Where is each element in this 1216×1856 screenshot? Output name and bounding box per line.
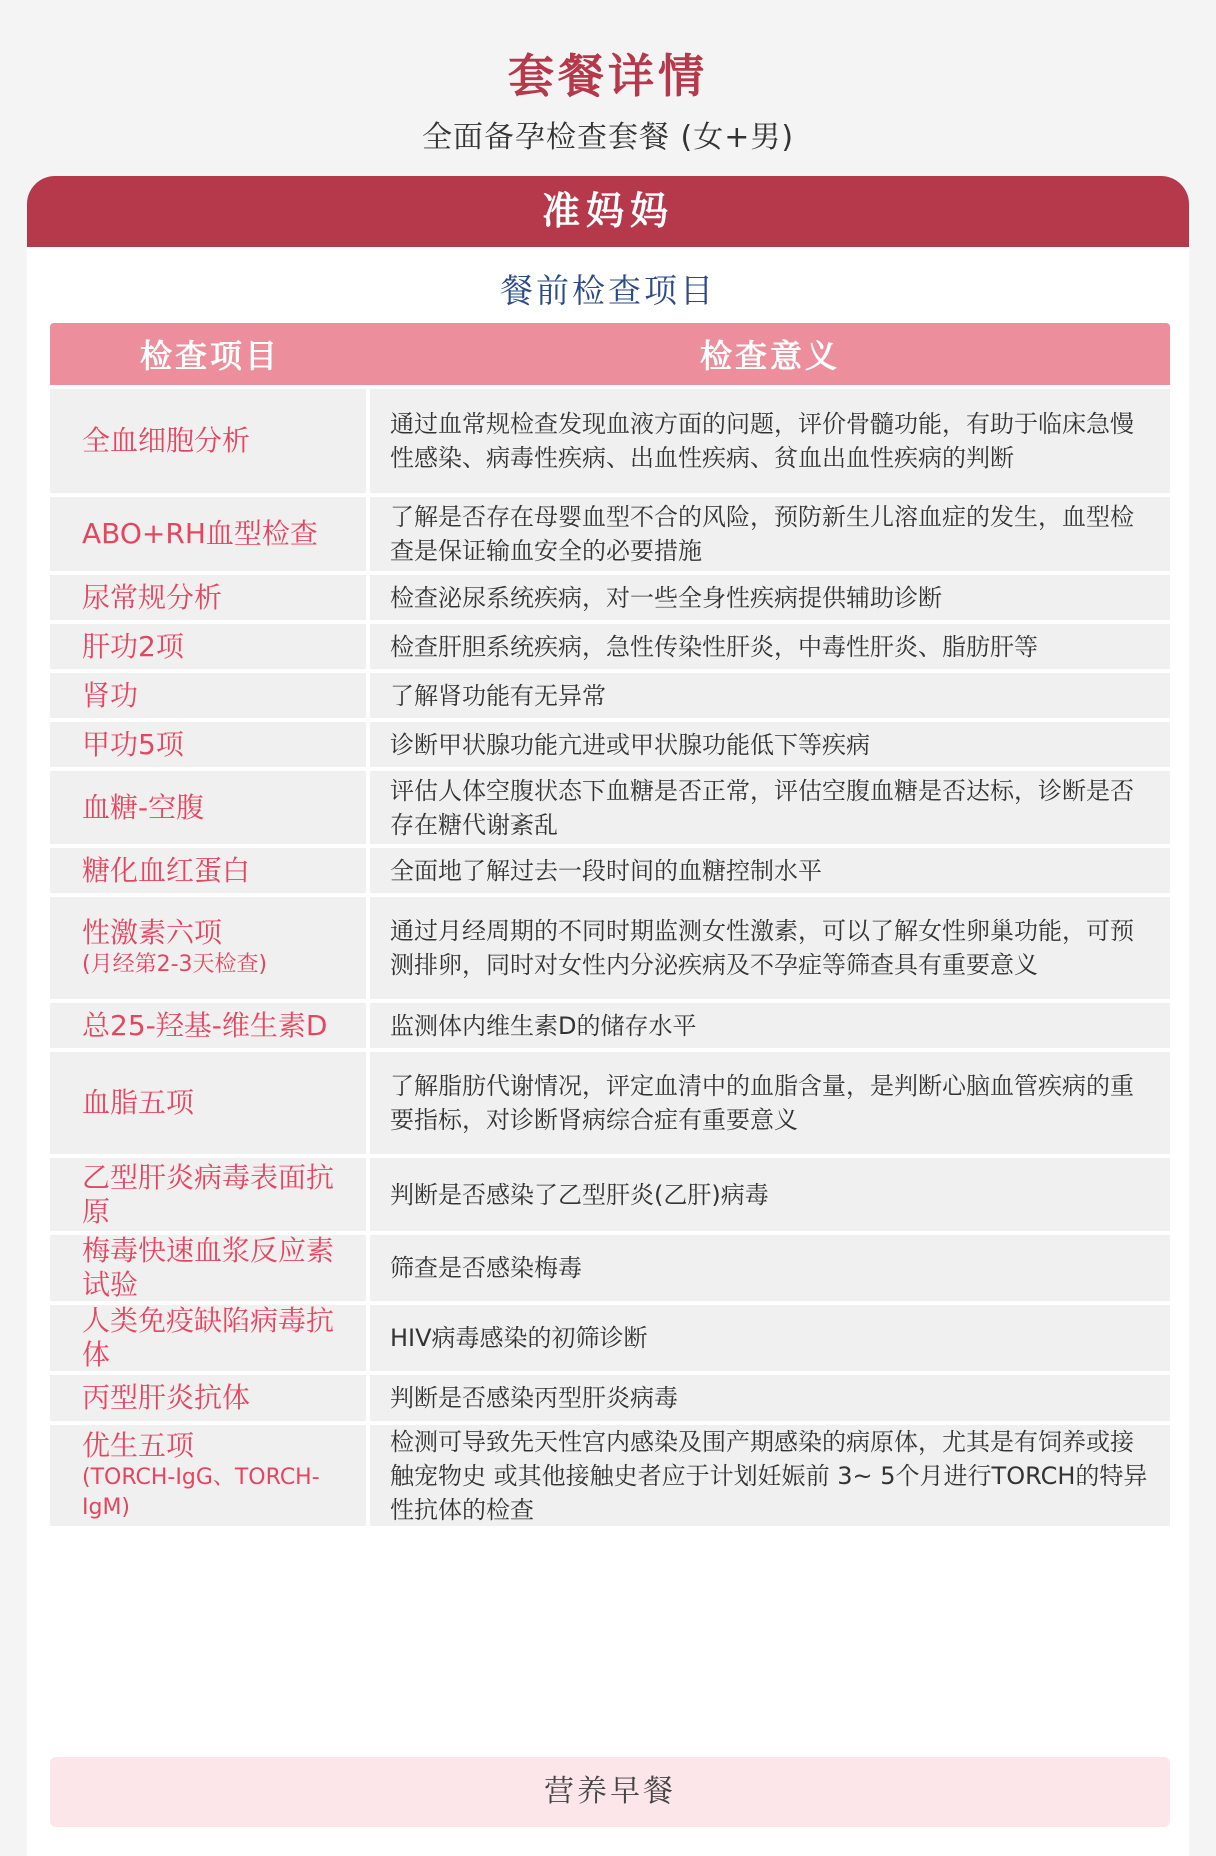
table-row: [50, 1425, 1170, 1526]
exam-meaning-cell: [370, 897, 1170, 999]
exam-meaning-cell: [370, 673, 1170, 718]
exam-item-name: 肝功2项: [82, 629, 184, 663]
exam-item-name: 人类免疫缺陷病毒抗体: [82, 1304, 335, 1371]
exam-meaning-text: 判断是否感染了乙型肝炎(乙肝)病毒: [390, 1180, 769, 1209]
package-name: 全面备孕检查套餐 (女+男): [421, 120, 795, 155]
table-row: [50, 771, 1170, 844]
exam-item-name: 性激素六项: [82, 916, 223, 949]
exam-meaning-text: 评估人体空腹状态下血糖是否正常，评估空腹血糖是否达标，诊断是否存在糖代谢紊乱: [390, 776, 1134, 839]
exam-item-name: 甲功5项: [82, 727, 184, 761]
exam-item-cell: [50, 624, 370, 669]
exam-item-name: 总25-羟基-维生素D: [82, 1008, 328, 1042]
exam-meaning-cell: [370, 1425, 1170, 1526]
exam-meaning-cell: [370, 1158, 1170, 1231]
exam-meaning-cell: [370, 1375, 1170, 1421]
exam-item-name: 血糖-空腹: [82, 790, 205, 824]
exam-meaning-text: 检测可导致先天性宫内感染及围产期感染的病原体，尤其是有饲养或接触宠物史 或其他接触史者应于计划妊娠前 3~ 5个月进行TORCH的特异性抗体的检查: [390, 1427, 1148, 1524]
table-row: [50, 575, 1170, 620]
table-row: [50, 897, 1170, 999]
exam-item-cell: [50, 1375, 370, 1421]
exam-meaning-text: 判断是否感染丙型肝炎病毒: [390, 1384, 678, 1412]
table-row: [50, 722, 1170, 767]
exam-meaning-cell: [370, 624, 1170, 669]
exam-item-name: 肾功: [82, 678, 139, 712]
exam-meaning-text: 筛查是否感染梅毒: [390, 1254, 582, 1282]
exam-meaning-text: 通过月经周期的不同时期监测女性激素，可以了解女性卵巢功能，可预测排卵，同时对女性内分泌疾病及不孕症等筛查具有重要意义: [390, 917, 1134, 979]
exam-item-note: (TORCH-IgG、TORCH-IgM): [82, 1464, 320, 1520]
exam-meaning-cell: [370, 1235, 1170, 1301]
table-header: [50, 323, 1170, 385]
table-row: [50, 1158, 1170, 1231]
exam-item-name: 优生五项: [82, 1428, 195, 1462]
exam-item-cell: [50, 848, 370, 893]
exam-meaning-text: 检查泌尿系统疾病，对一些全身性疾病提供辅助诊断: [390, 583, 942, 612]
audience-banner: 准妈妈: [27, 176, 1189, 247]
table-row: [50, 1235, 1170, 1301]
section-title: 餐前检查项目: [500, 271, 716, 310]
exam-item-cell: [50, 1235, 370, 1301]
exam-item-cell: [50, 673, 370, 718]
exam-item-cell: [50, 389, 370, 493]
table-row: [50, 389, 1170, 493]
exam-item-name: 乙型肝炎病毒表面抗原: [82, 1160, 335, 1228]
table-row: [50, 1052, 1170, 1154]
exam-meaning-cell: [370, 1052, 1170, 1154]
exam-item-cell: [50, 722, 370, 767]
exam-meaning-text: 了解脂肪代谢情况，评定血清中的血脂含量，是判断心脑血管疾病的重要指标，对诊断肾病综合症有重要意义: [390, 1072, 1134, 1134]
exam-meaning-text: 了解是否存在母婴血型不合的风险，预防新生儿溶血症的发生，血型检查是保证输血安全的必要措施: [390, 503, 1134, 565]
exam-meaning-text: 通过血常规检查发现血液方面的问题，评价骨髓功能，有助于临床急慢性感染、病毒性疾病、出血性疾病、贫血出血性疾病的判断: [390, 410, 1134, 472]
exam-meaning-cell: [370, 722, 1170, 767]
exam-item-cell: [50, 1425, 370, 1526]
exam-item-name: 全血细胞分析: [82, 424, 251, 457]
exam-item-cell: [50, 1305, 370, 1371]
exam-item-name: 尿常规分析: [82, 580, 223, 614]
nutrition-breakfast-tab[interactable]: 营养早餐: [50, 1757, 1170, 1827]
exam-item-note: (月经第2-3天检查): [82, 952, 268, 977]
table-row: [50, 848, 1170, 893]
exam-item-cell: [50, 1052, 370, 1154]
column-header-item: 检查项目: [139, 337, 280, 375]
exam-meaning-cell: [370, 575, 1170, 620]
exam-meaning-cell: [370, 389, 1170, 493]
table-row: [50, 1375, 1170, 1421]
exam-item-cell: [50, 771, 370, 844]
exam-item-name: 丙型肝炎抗体: [82, 1381, 251, 1414]
table-row: [50, 624, 1170, 669]
exam-item-cell: [50, 897, 370, 999]
exam-item-cell: [50, 497, 370, 571]
exam-item-name: 梅毒快速血浆反应素试验: [82, 1234, 335, 1301]
exam-meaning-cell: [370, 1003, 1170, 1048]
exam-meaning-cell: [370, 771, 1170, 844]
table-row: [50, 1305, 1170, 1371]
exam-meaning-text: 了解肾功能有无异常: [390, 681, 606, 710]
details-card: [27, 176, 1189, 1856]
exam-item-cell: [50, 1158, 370, 1231]
page-header: [0, 0, 1216, 158]
table-row: [50, 673, 1170, 718]
exam-item-name: ABO+RH血型检查: [82, 517, 318, 550]
page-title: 套餐详情: [508, 49, 708, 103]
exam-meaning-text: 诊断甲状腺功能亢进或甲状腺功能低下等疾病: [390, 730, 870, 759]
exam-item-name: 血脂五项: [82, 1086, 195, 1119]
table-row: [50, 1003, 1170, 1048]
exam-meaning-text: HIV病毒感染的初筛诊断: [390, 1324, 648, 1352]
exam-meaning-text: 监测体内维生素D的储存水平: [390, 1011, 697, 1040]
exam-meaning-text: 检查肝胆系统疾病，急性传染性肝炎，中毒性肝炎、脂肪肝等: [390, 632, 1038, 661]
table-row: [50, 497, 1170, 571]
exam-meaning-text: 全面地了解过去一段时间的血糖控制水平: [390, 856, 822, 885]
exam-item-cell: [50, 1003, 370, 1048]
exam-item-cell: [50, 575, 370, 620]
exam-table: [50, 323, 1170, 1530]
exam-meaning-cell: [370, 848, 1170, 893]
table-body: [50, 389, 1170, 1526]
exam-item-name: 糖化血红蛋白: [82, 853, 251, 887]
exam-meaning-cell: [370, 1305, 1170, 1371]
column-header-meaning: 检查意义: [699, 337, 840, 375]
exam-meaning-cell: [370, 497, 1170, 571]
